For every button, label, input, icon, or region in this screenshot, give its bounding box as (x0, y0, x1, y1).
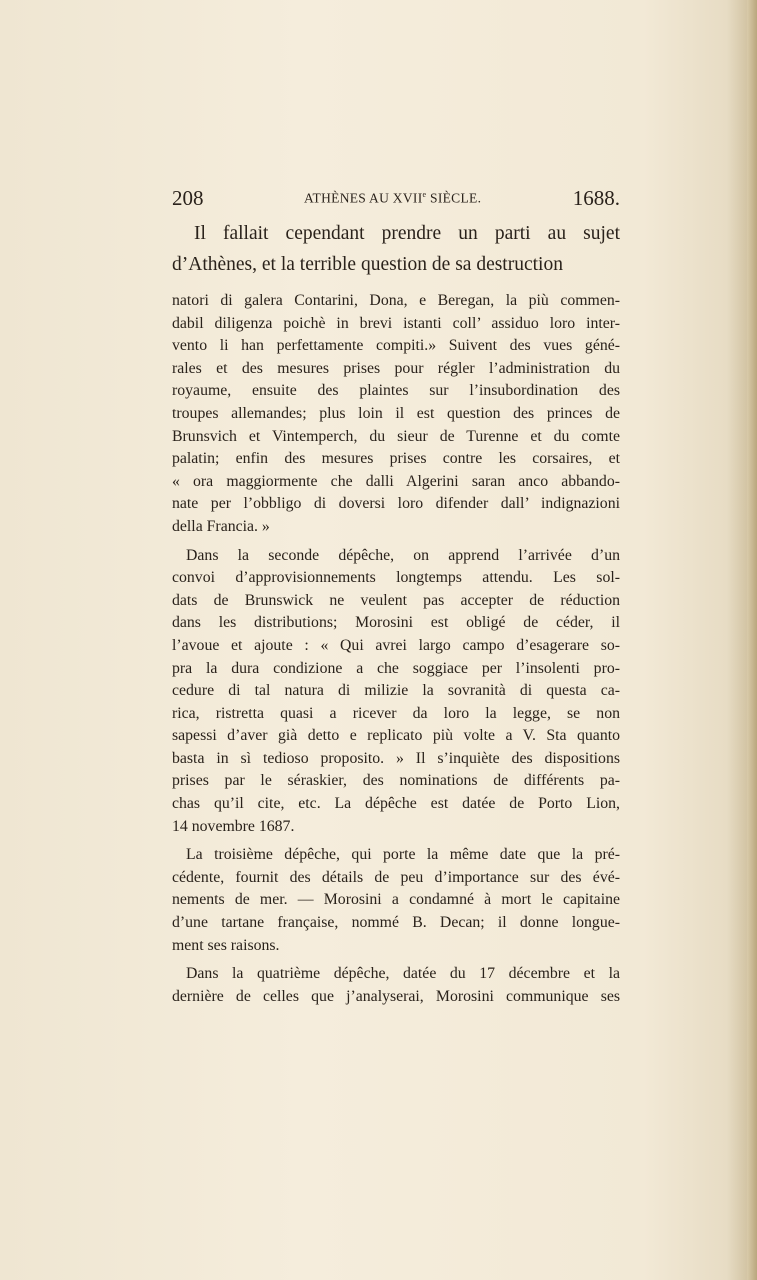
body-line: chas qu’il cite, etc. La dépêche est datée de Porto Lion, (172, 795, 620, 813)
body-line: palatin; enfin des mesures prises contre les corsaires, et (172, 450, 620, 468)
body-line: La troisième dépêche, qui porte la même date que la pré- (186, 846, 620, 864)
body-line: dabil diligenza poichè in brevi istanti coll’ assiduo loro inter- (172, 314, 620, 332)
body-line: l’avoue et ajoute : « Qui avrei largo campo d’esagerare so- (172, 636, 620, 654)
body-line: cédente, fournit des détails de peu d’importance sur des évé- (172, 868, 620, 886)
body-line: basta in sì tedioso proposito. » Il s’inquiète des dispositions (172, 749, 620, 767)
body-line: Brunsvich et Vintemperch, du sieur de Turenne et du comte (172, 427, 620, 445)
page-edge (747, 0, 757, 1280)
running-title-superscript: e (422, 190, 427, 199)
body-line: sapessi d’aver già detto e replicato più volte a V. Sta quanto (172, 727, 620, 745)
body-line: dernière de celles que j’analyserai, Morosini communique ses (172, 987, 620, 1005)
body-line: nements de mer. — Morosini a condamné à mort le capitaine (172, 891, 620, 909)
body-line: prises par le séraskier, des nominations de différents pa- (172, 772, 620, 790)
body-line: rales et des mesures prises pour régler l’administration du (172, 359, 620, 377)
body-line: rica, ristretta quasi a ricever da loro la legge, se non (172, 704, 620, 722)
body-line: « ora maggiormente che dalli Algerini saran anco abbando- (172, 472, 620, 490)
body-line: Dans la quatrième dépêche, datée du 17 décembre et la (186, 965, 620, 983)
body-line: troupes allemandes; plus loin il est question des princes de (172, 404, 620, 422)
body-line: dats de Brunswick ne veulent pas accepter de réduction (172, 591, 620, 609)
running-title-end: SIÈCLE. (426, 190, 482, 206)
intro-line: Il fallait cependant prendre un parti au sujet (194, 223, 620, 244)
body-line: ment ses raisons. (172, 936, 280, 954)
body-line: dans les distributions; Morosini est obligé de céder, il (172, 614, 620, 632)
running-title (304, 190, 481, 207)
body-line: vento li han perfettamente compiti.» Suivent des vues géné- (172, 337, 620, 355)
body-line: natori di galera Contarini, Dona, e Beregan, la più commen- (172, 292, 620, 309)
body-line: convoi d’approvisionnements longtemps attendu. Les sol- (172, 569, 620, 587)
body-line: della Francia. » (172, 517, 270, 535)
body-line: d’une tartane française, nommé B. Decan; il donne longue- (172, 914, 620, 932)
body-line: pra la dura condizione a che soggiace per l’insolenti pro- (172, 659, 620, 677)
intro-line: d’Athènes, et la terrible question de sa destruction (172, 254, 563, 275)
body-line: royaume, ensuite des plaintes sur l’insubordination des (172, 382, 620, 400)
header-year: 1688. (572, 186, 620, 210)
running-header (172, 186, 620, 216)
body-text (172, 290, 620, 1008)
running-title-text: ATHÈNES AU XVII (304, 190, 423, 206)
body-line: cedure di tal natura di milizie la sovranità di questa ca- (172, 682, 620, 700)
page-number: 208 (172, 186, 204, 210)
intro-paragraph (172, 218, 620, 280)
body-line: 14 novembre 1687. (172, 817, 295, 835)
body-line: Dans la seconde dépêche, on apprend l’arrivée d’un (186, 546, 620, 564)
body-line: nate per l’obbligo di doversi loro difender dall’ indignazioni (172, 495, 620, 513)
